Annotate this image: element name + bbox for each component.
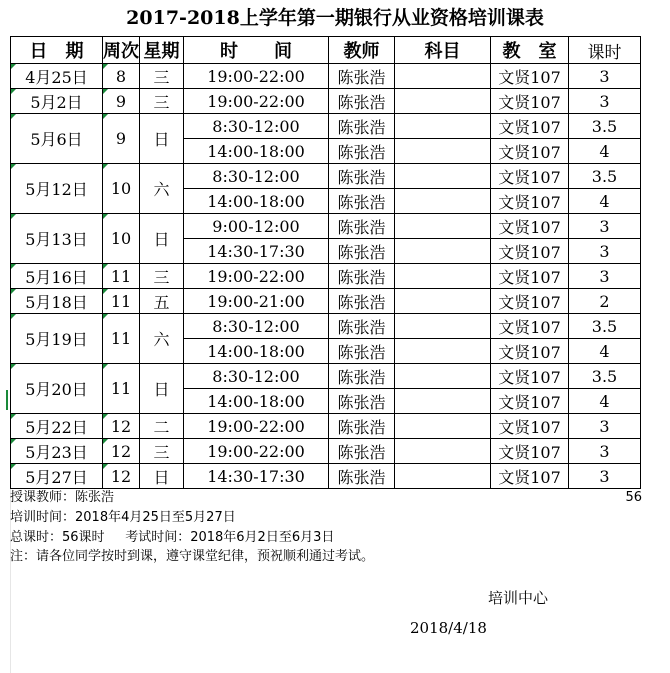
header-room: 教 室	[491, 37, 569, 64]
subject-cell[interactable]	[395, 189, 491, 214]
date-cell[interactable]: 5月19日	[11, 314, 103, 364]
date-cell[interactable]: 5月2日	[11, 89, 103, 114]
schedule-table	[10, 36, 641, 489]
subject-cell[interactable]	[395, 164, 491, 189]
teacher-cell[interactable]: 陈张浩	[329, 339, 395, 364]
teacher-cell[interactable]: 陈张浩	[329, 389, 395, 414]
hours-cell[interactable]: 3	[569, 464, 641, 489]
time-cell[interactable]: 8:30-12:00	[184, 364, 329, 389]
hours-cell[interactable]: 3	[569, 264, 641, 289]
day-cell[interactable]: 三	[140, 264, 184, 289]
time-cell[interactable]: 19:00-22:00	[184, 414, 329, 439]
time-cell[interactable]: 14:30-17:30	[184, 239, 329, 264]
date-cell[interactable]: 5月18日	[11, 289, 103, 314]
room-cell[interactable]: 文贤107	[491, 289, 569, 314]
table-row	[11, 289, 641, 314]
teacher-cell[interactable]: 陈张浩	[329, 364, 395, 389]
day-cell[interactable]: 六	[140, 314, 184, 364]
week-cell[interactable]: 9	[103, 89, 140, 114]
room-cell[interactable]: 文贤107	[491, 364, 569, 389]
hours-cell[interactable]: 4	[569, 139, 641, 164]
teacher-cell[interactable]: 陈张浩	[329, 464, 395, 489]
hours-cell[interactable]: 3	[569, 239, 641, 264]
day-cell[interactable]: 六	[140, 164, 184, 214]
time-cell[interactable]: 14:00-18:00	[184, 139, 329, 164]
subject-cell[interactable]	[395, 464, 491, 489]
period-note: 培训时间：2018年4月25日至5月27日	[10, 510, 236, 525]
room-cell[interactable]: 文贤107	[491, 414, 569, 439]
day-cell[interactable]: 三	[140, 64, 184, 89]
week-cell[interactable]: 12	[103, 464, 140, 489]
week-cell[interactable]: 11	[103, 289, 140, 314]
subject-cell[interactable]	[395, 364, 491, 389]
teacher-cell[interactable]: 陈张浩	[329, 214, 395, 239]
total-note: 总课时：56课时 考试时间：2018年6月2日至6月3日	[10, 530, 335, 545]
teacher-cell[interactable]: 陈张浩	[329, 289, 395, 314]
day-cell[interactable]: 日	[140, 464, 184, 489]
subject-cell[interactable]	[395, 214, 491, 239]
room-cell[interactable]: 文贤107	[491, 164, 569, 189]
week-cell[interactable]: 11	[103, 314, 140, 364]
hours-cell[interactable]: 3.5	[569, 314, 641, 339]
total-hours-value: 56	[625, 490, 642, 505]
time-cell[interactable]: 19:00-22:00	[184, 439, 329, 464]
footer-org: 培训中心	[488, 589, 549, 607]
hours-cell[interactable]: 3	[569, 414, 641, 439]
subject-cell[interactable]	[395, 439, 491, 464]
week-cell[interactable]: 8	[103, 64, 140, 89]
time-cell[interactable]: 8:30-12:00	[184, 314, 329, 339]
date-cell[interactable]: 5月20日	[11, 364, 103, 414]
day-cell[interactable]: 二	[140, 414, 184, 439]
header-time: 时 间	[184, 37, 329, 64]
time-cell[interactable]: 8:30-12:00	[184, 114, 329, 139]
week-cell[interactable]: 12	[103, 414, 140, 439]
room-cell[interactable]: 文贤107	[491, 264, 569, 289]
table-row	[11, 114, 641, 139]
row-selection-marker	[6, 390, 8, 410]
week-cell[interactable]: 10	[103, 164, 140, 214]
date-cell[interactable]: 5月6日	[11, 114, 103, 164]
day-cell[interactable]: 五	[140, 289, 184, 314]
table-row	[11, 464, 641, 489]
hours-cell[interactable]: 4	[569, 389, 641, 414]
teacher-cell[interactable]: 陈张浩	[329, 114, 395, 139]
date-cell[interactable]: 5月12日	[11, 164, 103, 214]
room-cell[interactable]: 文贤107	[491, 114, 569, 139]
week-cell[interactable]: 11	[103, 364, 140, 414]
reminder-note: 注：请各位同学按时到课，遵守课堂纪律，预祝顺利通过考试。	[10, 549, 375, 564]
table-row	[11, 64, 641, 89]
room-cell[interactable]: 文贤107	[491, 139, 569, 164]
subject-cell[interactable]	[395, 389, 491, 414]
date-cell[interactable]: 5月13日	[11, 214, 103, 264]
time-cell[interactable]: 14:00-18:00	[184, 189, 329, 214]
time-cell[interactable]: 14:30-17:30	[184, 464, 329, 489]
hours-cell[interactable]: 4	[569, 189, 641, 214]
week-cell[interactable]: 10	[103, 214, 140, 264]
hours-cell[interactable]: 2	[569, 289, 641, 314]
day-cell[interactable]: 三	[140, 439, 184, 464]
subject-cell[interactable]	[395, 114, 491, 139]
subject-cell[interactable]	[395, 64, 491, 89]
day-cell[interactable]: 日	[140, 364, 184, 414]
hours-cell[interactable]: 3.5	[569, 364, 641, 389]
header-week: 周次	[103, 37, 140, 64]
header-row	[11, 37, 641, 64]
date-cell[interactable]: 4月25日	[11, 64, 103, 89]
week-cell[interactable]: 9	[103, 114, 140, 164]
table-row	[11, 314, 641, 339]
room-cell[interactable]: 文贤107	[491, 339, 569, 364]
header-hours: 课时	[569, 37, 641, 64]
header-date: 日 期	[11, 37, 103, 64]
time-cell[interactable]: 14:00-18:00	[184, 339, 329, 364]
time-cell[interactable]: 19:00-22:00	[184, 64, 329, 89]
subject-cell[interactable]	[395, 339, 491, 364]
subject-cell[interactable]	[395, 239, 491, 264]
subject-cell[interactable]	[395, 139, 491, 164]
table-row	[11, 214, 641, 239]
table-row	[11, 89, 641, 114]
hours-cell[interactable]: 3.5	[569, 164, 641, 189]
teacher-cell[interactable]: 陈张浩	[329, 414, 395, 439]
time-cell[interactable]: 19:00-22:00	[184, 264, 329, 289]
table-row	[11, 164, 641, 189]
hours-cell[interactable]: 4	[569, 339, 641, 364]
footer-date: 2018/4/18	[410, 619, 487, 637]
time-cell[interactable]: 9:00-12:00	[184, 214, 329, 239]
day-cell[interactable]: 日	[140, 214, 184, 264]
subject-cell[interactable]	[395, 289, 491, 314]
room-cell[interactable]: 文贤107	[491, 239, 569, 264]
header-day: 星期	[140, 37, 184, 64]
room-cell[interactable]: 文贤107	[491, 439, 569, 464]
room-cell[interactable]: 文贤107	[491, 314, 569, 339]
date-cell[interactable]: 5月27日	[11, 464, 103, 489]
teacher-cell[interactable]: 陈张浩	[329, 439, 395, 464]
teacher-cell[interactable]: 陈张浩	[329, 139, 395, 164]
table-row	[11, 414, 641, 439]
page-title: 2017-2018上学年第一期银行从业资格培训课表	[126, 7, 544, 29]
room-cell[interactable]: 文贤107	[491, 214, 569, 239]
hours-cell[interactable]: 3	[569, 64, 641, 89]
subject-cell[interactable]	[395, 314, 491, 339]
table-row	[11, 264, 641, 289]
schedule-body	[11, 64, 641, 489]
week-cell[interactable]: 12	[103, 439, 140, 464]
date-cell[interactable]: 5月16日	[11, 264, 103, 289]
subject-cell[interactable]	[395, 414, 491, 439]
week-cell[interactable]: 11	[103, 264, 140, 289]
time-cell[interactable]: 19:00-21:00	[184, 289, 329, 314]
subject-cell[interactable]	[395, 264, 491, 289]
date-cell[interactable]: 5月23日	[11, 439, 103, 464]
room-cell[interactable]: 文贤107	[491, 89, 569, 114]
teacher-cell[interactable]: 陈张浩	[329, 239, 395, 264]
teacher-cell[interactable]: 陈张浩	[329, 189, 395, 214]
header-teacher: 教师	[329, 37, 395, 64]
hours-cell[interactable]: 3.5	[569, 114, 641, 139]
room-cell[interactable]: 文贤107	[491, 64, 569, 89]
hours-cell[interactable]: 3	[569, 214, 641, 239]
teacher-cell[interactable]: 陈张浩	[329, 264, 395, 289]
room-cell[interactable]: 文贤107	[491, 189, 569, 214]
date-cell[interactable]: 5月22日	[11, 414, 103, 439]
table-row	[11, 439, 641, 464]
table-row	[11, 364, 641, 389]
hours-cell[interactable]: 3	[569, 89, 641, 114]
time-cell[interactable]: 14:00-18:00	[184, 389, 329, 414]
teacher-cell[interactable]: 陈张浩	[329, 314, 395, 339]
hours-cell[interactable]: 3	[569, 439, 641, 464]
header-subject: 科目	[395, 37, 491, 64]
time-cell[interactable]: 19:00-22:00	[184, 89, 329, 114]
room-cell[interactable]: 文贤107	[491, 464, 569, 489]
room-cell[interactable]: 文贤107	[491, 389, 569, 414]
teacher-cell[interactable]: 陈张浩	[329, 64, 395, 89]
subject-cell[interactable]	[395, 89, 491, 114]
teacher-cell[interactable]: 陈张浩	[329, 164, 395, 189]
day-cell[interactable]: 日	[140, 114, 184, 164]
day-cell[interactable]: 三	[140, 89, 184, 114]
time-cell[interactable]: 8:30-12:00	[184, 164, 329, 189]
teacher-cell[interactable]: 陈张浩	[329, 89, 395, 114]
teacher-note: 授课教师：陈张浩	[10, 490, 115, 505]
